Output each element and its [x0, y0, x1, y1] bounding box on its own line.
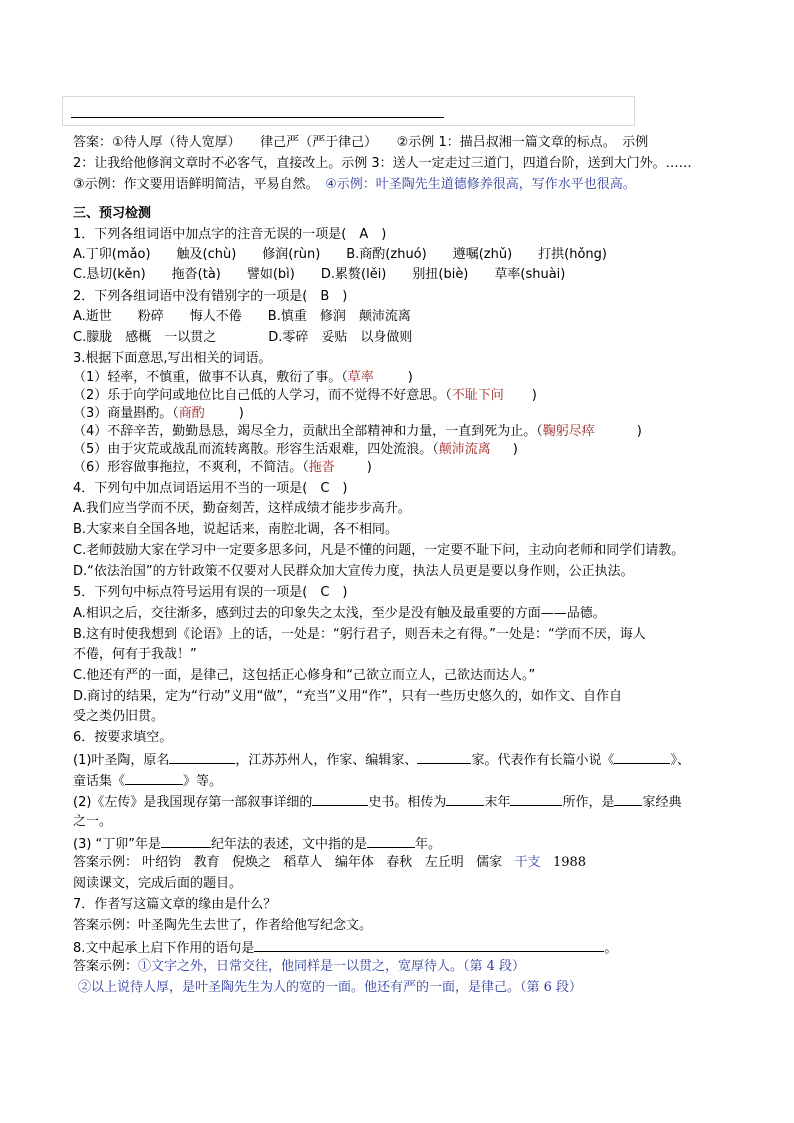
q3-stem: 3.根据下面意思,写出相关的词语。	[73, 351, 272, 366]
blank	[614, 792, 642, 806]
blank	[169, 750, 235, 764]
blank	[312, 792, 368, 806]
q3-answer-6: 拖沓	[308, 460, 335, 475]
q3-answer-4: 鞠躬尽瘁	[542, 424, 595, 439]
q3-answer-5: 颠沛流离	[438, 442, 491, 457]
blank	[254, 938, 604, 952]
q7-answer: 答案示例：叶圣陶先生去世了，作者给他写纪念文。	[73, 918, 373, 933]
fill-in-line	[71, 117, 444, 118]
answer-line-1: 答案：①待人厚（待人宽厚） 律己严（严于律己） ②示例 1：描吕叔湘一篇文章的标点。 示例	[73, 135, 649, 150]
q3-item-3: （3）商量斟酌。（商酌 )	[73, 406, 244, 421]
answer-box	[62, 96, 635, 126]
q8-stem: 8.文中起承上启下作用的语句是 。	[73, 938, 617, 958]
q6-line-5: (3) “丁卯”年是 纪年法的表述，文中指的是 年。	[73, 834, 441, 854]
q8-answer-2: ②以上说待人厚，是叶圣陶先生为人的宽的一面。他还有严的一面，是律己。（第 6 段）	[78, 980, 583, 995]
q5-option-a: A.相识之后，交往渐多，感到过去的印象失之太浅，至少是没有触及最重要的方面——品德。	[73, 606, 606, 621]
q6-line-3: (2)《左传》是我国现存第一部叙事详细的 史书。相传为 末年 所作，是 家经典	[73, 792, 681, 812]
q6-line-1: (1)叶圣陶，原名 ，江苏苏州人，作家、编辑家、 家。代表作有长篇小说《 》、	[73, 750, 690, 770]
q4-option-d: D.“依法治国”的方针政策不仅要对人民群众加大宣传力度，执法人员更是要以身作则，公正执法。	[73, 564, 634, 579]
blank	[125, 771, 183, 785]
q2-stem: 2．下列各组词语中没有错别字的一项是( B )	[73, 289, 348, 304]
answer-line-3	[73, 176, 636, 194]
q4-option-c: C.老师鼓励大家在学习中一定要多思多问，凡是不懂的问题，一定要不耻下问，主动向老师和同学们请教。	[73, 543, 685, 558]
answer-example-3: ③示例：作文要用语鲜明简洁，平易自然。	[73, 177, 326, 192]
blank	[161, 834, 211, 848]
q6-line-4: 之一。	[73, 814, 113, 829]
q3-answer-3: 商酌	[178, 406, 205, 421]
q5-stem: 5．下列句中标点符号运用有误的一项是( C )	[73, 585, 348, 600]
q3-item-1: （1）轻率，不慎重，做事不认真，敷衍了事。（草率 )	[73, 370, 413, 385]
blank	[367, 834, 415, 848]
blank	[614, 750, 670, 764]
section-title: 三、预习检测	[73, 206, 152, 221]
q6-line-2: 童话集《 》等。	[73, 771, 222, 791]
q2-options-ab: A.逝世 粉碎 悔人不倦 B.慎重 修润 颠沛流离	[73, 309, 411, 324]
q5-option-b-1: B.这有时使我想到《论语》上的话，一处是：“躬行君子，则吾未之有得。”一处是：“学而不厌，诲人	[73, 627, 646, 642]
q5-option-d-1: D.商讨的结果，定为“行动”义用“做”，“充当”义用“作”，只有一些历史悠久的，如作文、自作自	[73, 689, 623, 704]
reading-intro: 阅读课文，完成后面的题目。	[73, 876, 243, 891]
q1-options-ab: A.丁卯(mǎo) 触及(chù) 修润(rùn) B.商酌(zhuó) 遵嘱(zhǔ) 打拱(hǒng)	[73, 247, 607, 262]
q6-stem: 6．按要求填空。	[73, 730, 173, 745]
q1-stem: 1．下列各组词语中加点字的注音无误的一项是( A )	[73, 227, 387, 242]
q3-answer-2: 不耻下问	[451, 388, 504, 403]
blank	[417, 750, 471, 764]
q5-option-d-2: 受之类仍旧贯。	[73, 709, 165, 724]
q3-item-4: （4）不辞辛苦，勤勤恳恳，竭尽全力，贡献出全部精神和力量，一直到死为止。（鞠躬尽瘁 )	[73, 424, 642, 439]
blank	[446, 792, 484, 806]
q7-stem: 7．作者写这篇文章的缘由是什么？	[73, 897, 277, 912]
q3-item-6: （6）形容做事拖拉，不爽利，不简洁。（拖沓 )	[73, 460, 372, 475]
q3-item-5: （5）由于灾荒或战乱而流转离散。形容生活艰难，四处流浪。（颠沛流离 )	[73, 442, 518, 457]
q3-item-2: （2）乐于向学问或地位比自己低的人学习，而不觉得不好意思。（不耻下问 )	[73, 388, 537, 403]
q4-option-b: B.大家来自全国各地，说起话来，南腔北调，各不相同。	[73, 522, 399, 537]
q3-answer-1: 草率	[347, 370, 374, 385]
q5-option-c: C.他还有严的一面，是律己，这包括正心修身和“己欲立而立人，己欲达而达人。”	[73, 668, 536, 683]
q4-option-a: A.我们应当学而不厌，勤奋刻苦，这样成绩才能步步高升。	[73, 501, 411, 516]
q4-stem: 4．下列句中加点词语运用不当的一项是( C )	[73, 481, 348, 496]
q6-answer: 答案示例： 叶绍钧 教育 倪焕之 稻草人 编年体 春秋 左丘明 儒家 干支 1988	[73, 855, 587, 870]
blank	[510, 792, 562, 806]
q5-option-b-2: 不倦，何有于我哉！”	[73, 647, 197, 662]
q1-options-cd: C.恳切(kěn) 拖沓(tà) 譬如(bì) D.累赘(lěi) 别扭(biè) 草率(shuài)	[73, 267, 566, 282]
q2-options-cd: C.朦胧 感概 一以贯之 D.零碎 妥贴 以身做则	[73, 330, 413, 345]
q8-answer-1: 答案示例：①文字之外，日常交往，他同样是一以贯之，宽厚待人。（第 4 段）	[73, 959, 526, 974]
answer-example-4: ④示例：叶圣陶先生道德修养很高，写作水平也很高。	[325, 177, 636, 192]
answer-line-2: 2：让我给他修润文章时不必客气，直接改上。示例 3：送人一定走过三道门，四道台阶，送到大门外。……	[73, 156, 692, 171]
